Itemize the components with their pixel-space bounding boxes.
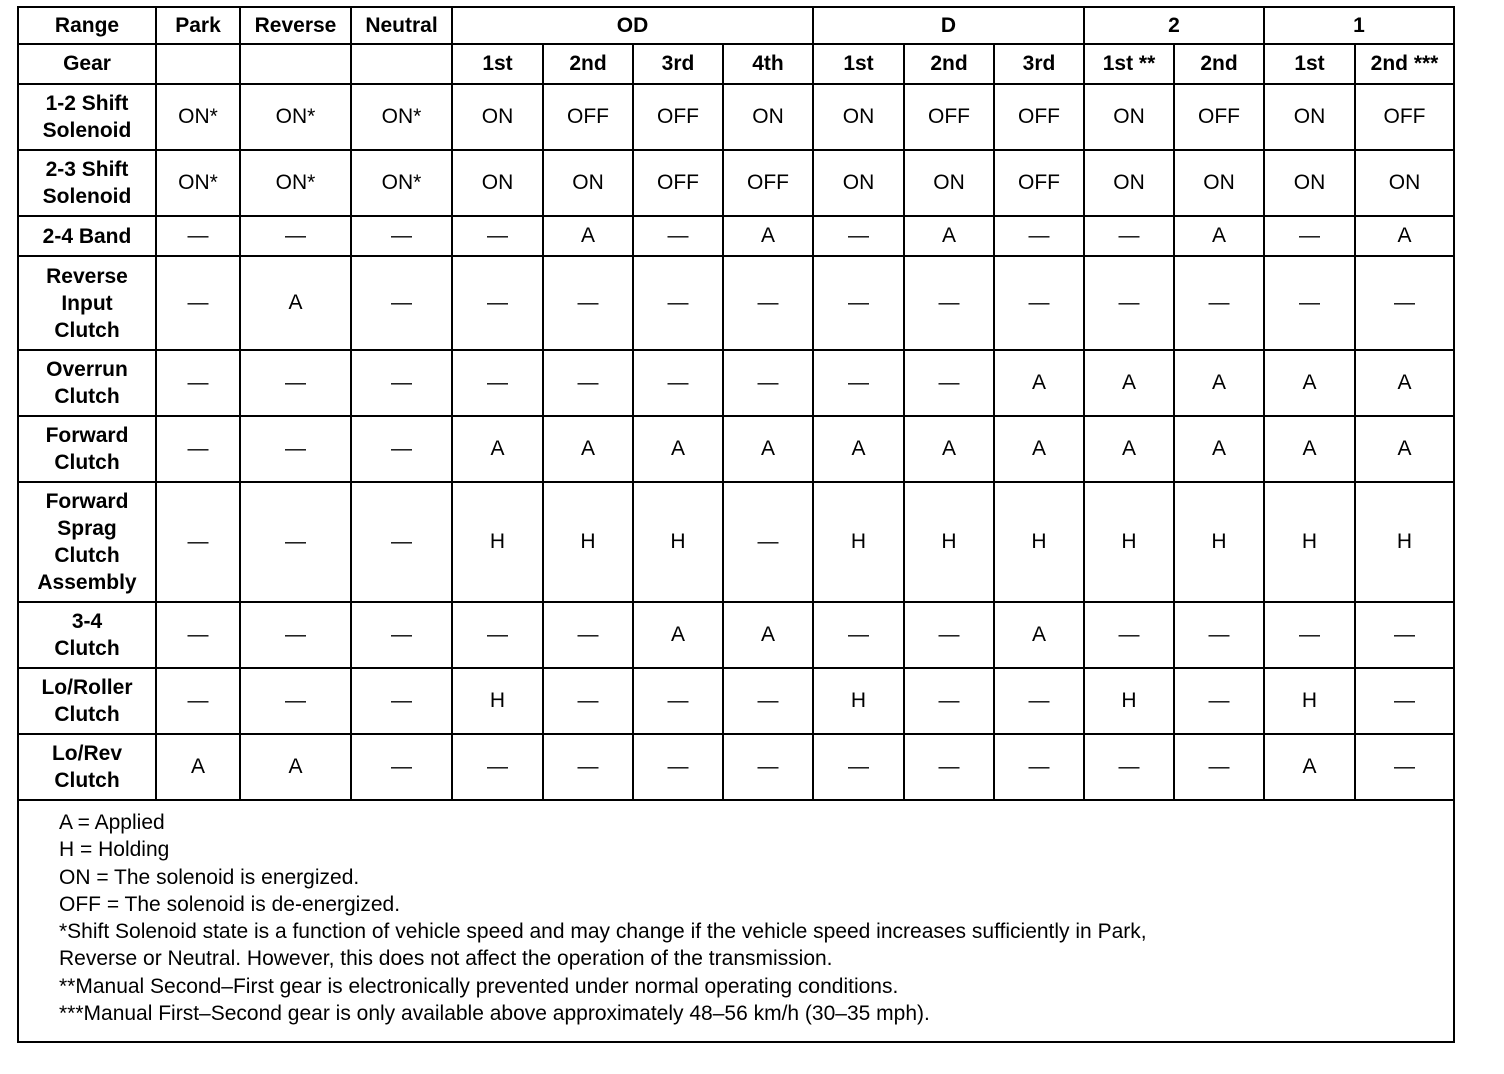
state-cell: — [351, 668, 452, 734]
state-cell: — [543, 602, 633, 668]
gear-header-9: 3rd [994, 44, 1084, 84]
table-row [18, 350, 1454, 416]
state-cell: A [1084, 416, 1174, 482]
state-cell: — [1174, 668, 1264, 734]
component-label [18, 256, 156, 350]
component-label-line: Clutch [54, 385, 120, 408]
state-cell: H [633, 482, 723, 602]
table-row [18, 734, 1454, 800]
state-cell: ON* [351, 150, 452, 216]
range-header-0: Park [156, 7, 240, 44]
state-cell: ON* [240, 84, 351, 150]
state-cell: A [994, 416, 1084, 482]
state-cell: A [723, 602, 813, 668]
component-label [18, 416, 156, 482]
gear-header-4: 2nd [543, 44, 633, 84]
state-cell: — [240, 668, 351, 734]
component-label-line: Lo/Rev [51, 742, 122, 765]
gear-header-2 [351, 44, 452, 84]
state-cell: — [240, 216, 351, 256]
state-cell: — [1264, 256, 1355, 350]
state-cell: — [351, 416, 452, 482]
state-cell: — [723, 668, 813, 734]
state-cell: H [1355, 482, 1454, 602]
state-cell: — [452, 216, 543, 256]
legend-row [18, 800, 1454, 1042]
state-cell: — [156, 482, 240, 602]
component-label-line: Clutch [54, 637, 120, 660]
state-cell: — [1264, 602, 1355, 668]
component-label-line: Clutch [54, 544, 120, 567]
state-cell: A [994, 350, 1084, 416]
component-label-line: 3-4 [71, 610, 103, 633]
state-cell: A [1174, 350, 1264, 416]
state-cell: A [1264, 734, 1355, 800]
component-label-line: Lo/Roller [41, 676, 133, 699]
state-cell: — [723, 734, 813, 800]
gear-header-3: 1st [452, 44, 543, 84]
component-label-line: Clutch [54, 451, 120, 474]
component-label [18, 150, 156, 216]
state-cell: A [1084, 350, 1174, 416]
range-header-3: OD [452, 7, 813, 44]
component-label [18, 482, 156, 602]
component-label-line: Solenoid [42, 119, 132, 142]
state-cell: — [723, 350, 813, 416]
shift-application-table [17, 6, 1455, 1043]
state-cell: A [1355, 350, 1454, 416]
table-row [18, 602, 1454, 668]
gear-header-label: Gear [18, 44, 156, 84]
state-cell: OFF [1174, 84, 1264, 150]
state-cell: — [813, 350, 904, 416]
state-cell: — [240, 602, 351, 668]
state-cell: ON* [156, 84, 240, 150]
state-cell: — [1355, 734, 1454, 800]
component-label [18, 668, 156, 734]
state-cell: A [1174, 216, 1264, 256]
gear-header-6: 4th [723, 44, 813, 84]
state-cell: — [543, 668, 633, 734]
state-cell: ON [813, 150, 904, 216]
state-cell: — [1174, 734, 1264, 800]
state-cell: H [452, 482, 543, 602]
component-label-line: Forward [45, 424, 129, 447]
state-cell: ON* [240, 150, 351, 216]
component-label [18, 602, 156, 668]
transmission-application-chart [17, 6, 1453, 1043]
state-cell: — [452, 602, 543, 668]
state-cell: — [813, 256, 904, 350]
state-cell: — [723, 256, 813, 350]
state-cell: ON [1174, 150, 1264, 216]
state-cell: — [1355, 256, 1454, 350]
gear-header-12: 1st [1264, 44, 1355, 84]
state-cell: — [543, 734, 633, 800]
state-cell: H [452, 668, 543, 734]
state-cell: — [1174, 256, 1264, 350]
state-cell: A [723, 416, 813, 482]
state-cell: — [633, 668, 723, 734]
state-cell: A [723, 216, 813, 256]
component-label [18, 84, 156, 150]
gear-header-7: 1st [813, 44, 904, 84]
state-cell: — [813, 734, 904, 800]
legend-note: A = Applied [59, 811, 165, 834]
state-cell: OFF [723, 150, 813, 216]
state-cell: A [240, 734, 351, 800]
range-header-row [18, 7, 1454, 44]
state-cell: — [351, 256, 452, 350]
state-cell: — [904, 668, 994, 734]
state-cell: ON [1355, 150, 1454, 216]
state-cell: A [904, 216, 994, 256]
state-cell: — [994, 256, 1084, 350]
component-label [18, 734, 156, 800]
gear-header-10: 1st ** [1084, 44, 1174, 84]
gear-header-8: 2nd [904, 44, 994, 84]
component-label-line: Overrun [46, 358, 128, 381]
state-cell: ON [813, 84, 904, 150]
state-cell: — [1084, 216, 1174, 256]
state-cell: A [543, 216, 633, 256]
table-row [18, 150, 1454, 216]
gear-header-5: 3rd [633, 44, 723, 84]
state-cell: — [156, 350, 240, 416]
state-cell: ON* [351, 84, 452, 150]
state-cell: ON [543, 150, 633, 216]
state-cell: H [1264, 482, 1355, 602]
table-row [18, 482, 1454, 602]
table-row [18, 416, 1454, 482]
state-cell: OFF [994, 84, 1084, 150]
state-cell: H [813, 482, 904, 602]
legend-note: Reverse or Neutral. However, this does not affect the operation of the transmission. [59, 947, 833, 971]
state-cell: A [994, 602, 1084, 668]
state-cell: — [994, 734, 1084, 800]
state-cell: OFF [1355, 84, 1454, 150]
state-cell: H [1084, 482, 1174, 602]
legend-note: OFF = The solenoid is de-energized. [59, 892, 401, 916]
state-cell: — [1084, 256, 1174, 350]
table-row [18, 216, 1454, 256]
state-cell: OFF [633, 150, 723, 216]
state-cell: — [723, 482, 813, 602]
state-cell: — [156, 216, 240, 256]
component-label-line: Clutch [54, 703, 120, 726]
state-cell: — [904, 602, 994, 668]
range-header-5: 2 [1084, 7, 1264, 44]
component-label-line: 2-3 Shift [45, 158, 129, 181]
state-cell: A [1355, 216, 1454, 256]
state-cell: A [1264, 416, 1355, 482]
legend-note: *Shift Solenoid state is a function of vehicle speed and may change if the vehicle speed increases sufficiently in Park, [59, 920, 1147, 944]
range-header-6: 1 [1264, 7, 1454, 44]
state-cell: H [1174, 482, 1264, 602]
state-cell: — [240, 350, 351, 416]
state-cell: — [633, 256, 723, 350]
state-cell: A [1174, 416, 1264, 482]
state-cell: — [452, 734, 543, 800]
state-cell: — [452, 350, 543, 416]
range-header-1: Reverse [240, 7, 351, 44]
state-cell: — [633, 734, 723, 800]
state-cell: — [240, 482, 351, 602]
state-cell: H [1264, 668, 1355, 734]
state-cell: OFF [994, 150, 1084, 216]
state-cell: OFF [633, 84, 723, 150]
component-label-line: Forward [45, 490, 129, 513]
component-label-line: Sprag [57, 517, 117, 540]
component-label [18, 216, 156, 256]
state-cell: — [994, 668, 1084, 734]
state-cell: — [813, 216, 904, 256]
component-label-line: 2-4 Band [42, 224, 132, 248]
state-cell: — [452, 256, 543, 350]
state-cell: — [156, 602, 240, 668]
legend-note: H = Holding [59, 838, 170, 862]
state-cell: A [904, 416, 994, 482]
state-cell: — [351, 216, 452, 256]
state-cell: H [904, 482, 994, 602]
state-cell: — [633, 216, 723, 256]
state-cell: A [240, 256, 351, 350]
component-label-line: Assembly [37, 571, 137, 594]
table-row [18, 256, 1454, 350]
state-cell: — [813, 602, 904, 668]
gear-header-1 [240, 44, 351, 84]
state-cell: A [1264, 350, 1355, 416]
range-header-2: Neutral [351, 7, 452, 44]
range-header-4: D [813, 7, 1084, 44]
state-cell: OFF [904, 84, 994, 150]
component-label-line: Solenoid [42, 185, 132, 208]
state-cell: — [543, 256, 633, 350]
state-cell: — [156, 668, 240, 734]
state-cell: H [1084, 668, 1174, 734]
gear-header-row [18, 44, 1454, 84]
state-cell: A [633, 602, 723, 668]
state-cell: A [633, 416, 723, 482]
table-row [18, 84, 1454, 150]
gear-header-11: 2nd [1174, 44, 1264, 84]
range-header-label: Range [18, 7, 156, 44]
component-label-line: 1-2 Shift [45, 92, 129, 115]
state-cell: — [994, 216, 1084, 256]
state-cell: H [813, 668, 904, 734]
component-label-line: Clutch [54, 769, 120, 792]
component-label-line: Reverse [46, 264, 128, 288]
state-cell: A [813, 416, 904, 482]
legend-note: ON = The solenoid is energized. [59, 865, 360, 889]
state-cell: ON [1084, 150, 1174, 216]
state-cell: ON [904, 150, 994, 216]
state-cell: — [904, 734, 994, 800]
state-cell: H [994, 482, 1084, 602]
component-label-line: Clutch [54, 318, 120, 342]
state-cell: ON [1264, 84, 1355, 150]
state-cell: — [351, 602, 452, 668]
state-cell: — [543, 350, 633, 416]
state-cell: — [156, 256, 240, 350]
legend-note: ***Manual First–Second gear is only available above approximately 48–56 km/h (30–35 mph). [59, 1002, 930, 1026]
state-cell: — [1084, 734, 1174, 800]
state-cell: A [543, 416, 633, 482]
component-label [18, 350, 156, 416]
state-cell: — [351, 734, 452, 800]
state-cell: — [633, 350, 723, 416]
state-cell: — [1084, 602, 1174, 668]
legend-notes [18, 800, 1454, 1042]
state-cell: — [904, 350, 994, 416]
state-cell: ON [1264, 150, 1355, 216]
state-cell: — [351, 350, 452, 416]
table-body [18, 7, 1454, 1042]
gear-header-0 [156, 44, 240, 84]
state-cell: — [351, 482, 452, 602]
state-cell: — [1355, 668, 1454, 734]
gear-header-13: 2nd *** [1355, 44, 1454, 84]
state-cell: OFF [543, 84, 633, 150]
state-cell: ON [452, 150, 543, 216]
state-cell: — [240, 416, 351, 482]
component-label-line: Input [61, 291, 113, 315]
state-cell: ON* [156, 150, 240, 216]
state-cell: — [904, 256, 994, 350]
state-cell: — [1174, 602, 1264, 668]
state-cell: A [156, 734, 240, 800]
state-cell: A [452, 416, 543, 482]
legend-note: **Manual Second–First gear is electronically prevented under normal operating conditions. [59, 974, 899, 998]
state-cell: H [543, 482, 633, 602]
state-cell: — [156, 416, 240, 482]
state-cell: — [1355, 602, 1454, 668]
state-cell: ON [452, 84, 543, 150]
state-cell: ON [1084, 84, 1174, 150]
state-cell: — [1264, 216, 1355, 256]
state-cell: ON [723, 84, 813, 150]
table-row [18, 668, 1454, 734]
state-cell: A [1355, 416, 1454, 482]
